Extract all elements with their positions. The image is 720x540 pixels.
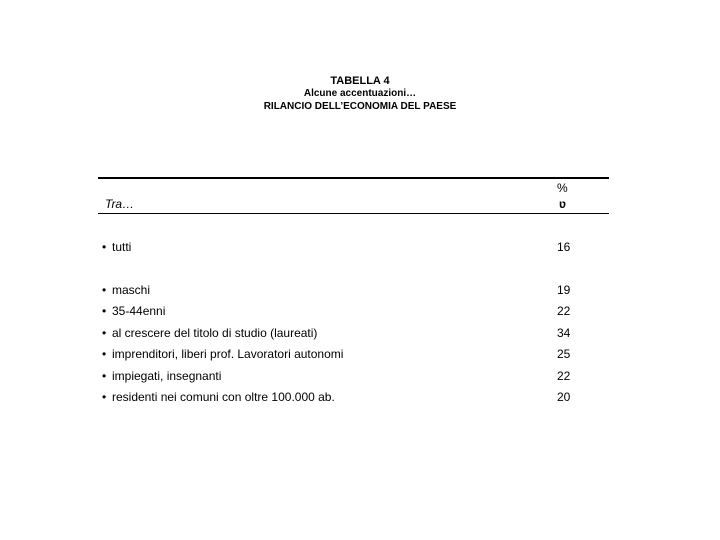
table-row xyxy=(102,389,582,405)
table-row xyxy=(102,303,582,319)
row-value: 34 xyxy=(557,326,571,340)
bullet-icon: • xyxy=(102,326,107,340)
row-value: 19 xyxy=(557,283,571,297)
row-value: 22 xyxy=(557,304,571,318)
bullet-icon: • xyxy=(102,390,107,404)
bullet-icon: • xyxy=(102,283,107,297)
row-label: maschi xyxy=(112,283,151,297)
bullet-icon: • xyxy=(102,347,107,361)
table-title-block xyxy=(0,74,720,113)
column-unit: % xyxy=(557,181,568,195)
row-value: 22 xyxy=(557,369,571,383)
table-row xyxy=(102,325,582,341)
table-row xyxy=(102,239,582,255)
row-label: residenti nei comuni con oltre 100.000 ab. xyxy=(112,390,335,404)
table-heading: RILANCIO DELL’ECONOMIA DEL PAESE xyxy=(263,101,457,112)
table-row xyxy=(102,368,582,384)
row-label: 35-44enni xyxy=(112,304,166,318)
bullet-icon: • xyxy=(102,369,107,383)
row-label: impiegati, insegnanti xyxy=(112,369,222,383)
bullet-icon: • xyxy=(102,240,107,254)
row-value: 20 xyxy=(557,390,571,404)
row-value: 25 xyxy=(557,347,571,361)
row-label: imprenditori, liberi prof. Lavoratori autonomi xyxy=(112,347,344,361)
table-subtitle: Alcune accentuazioni… xyxy=(303,88,417,99)
table-header-rule xyxy=(98,213,609,214)
column-label: Tra… xyxy=(105,197,135,211)
row-label: al crescere del titolo di studio (laureati) xyxy=(112,326,318,340)
table-title: TABELLA 4 xyxy=(330,75,390,87)
table-row xyxy=(102,282,582,298)
table-row xyxy=(102,346,582,362)
bullet-icon: • xyxy=(102,304,107,318)
table-top-rule xyxy=(98,177,609,179)
row-value: 16 xyxy=(557,240,571,254)
column-symbol: ʋ xyxy=(559,197,566,211)
row-label: tutti xyxy=(112,240,132,254)
